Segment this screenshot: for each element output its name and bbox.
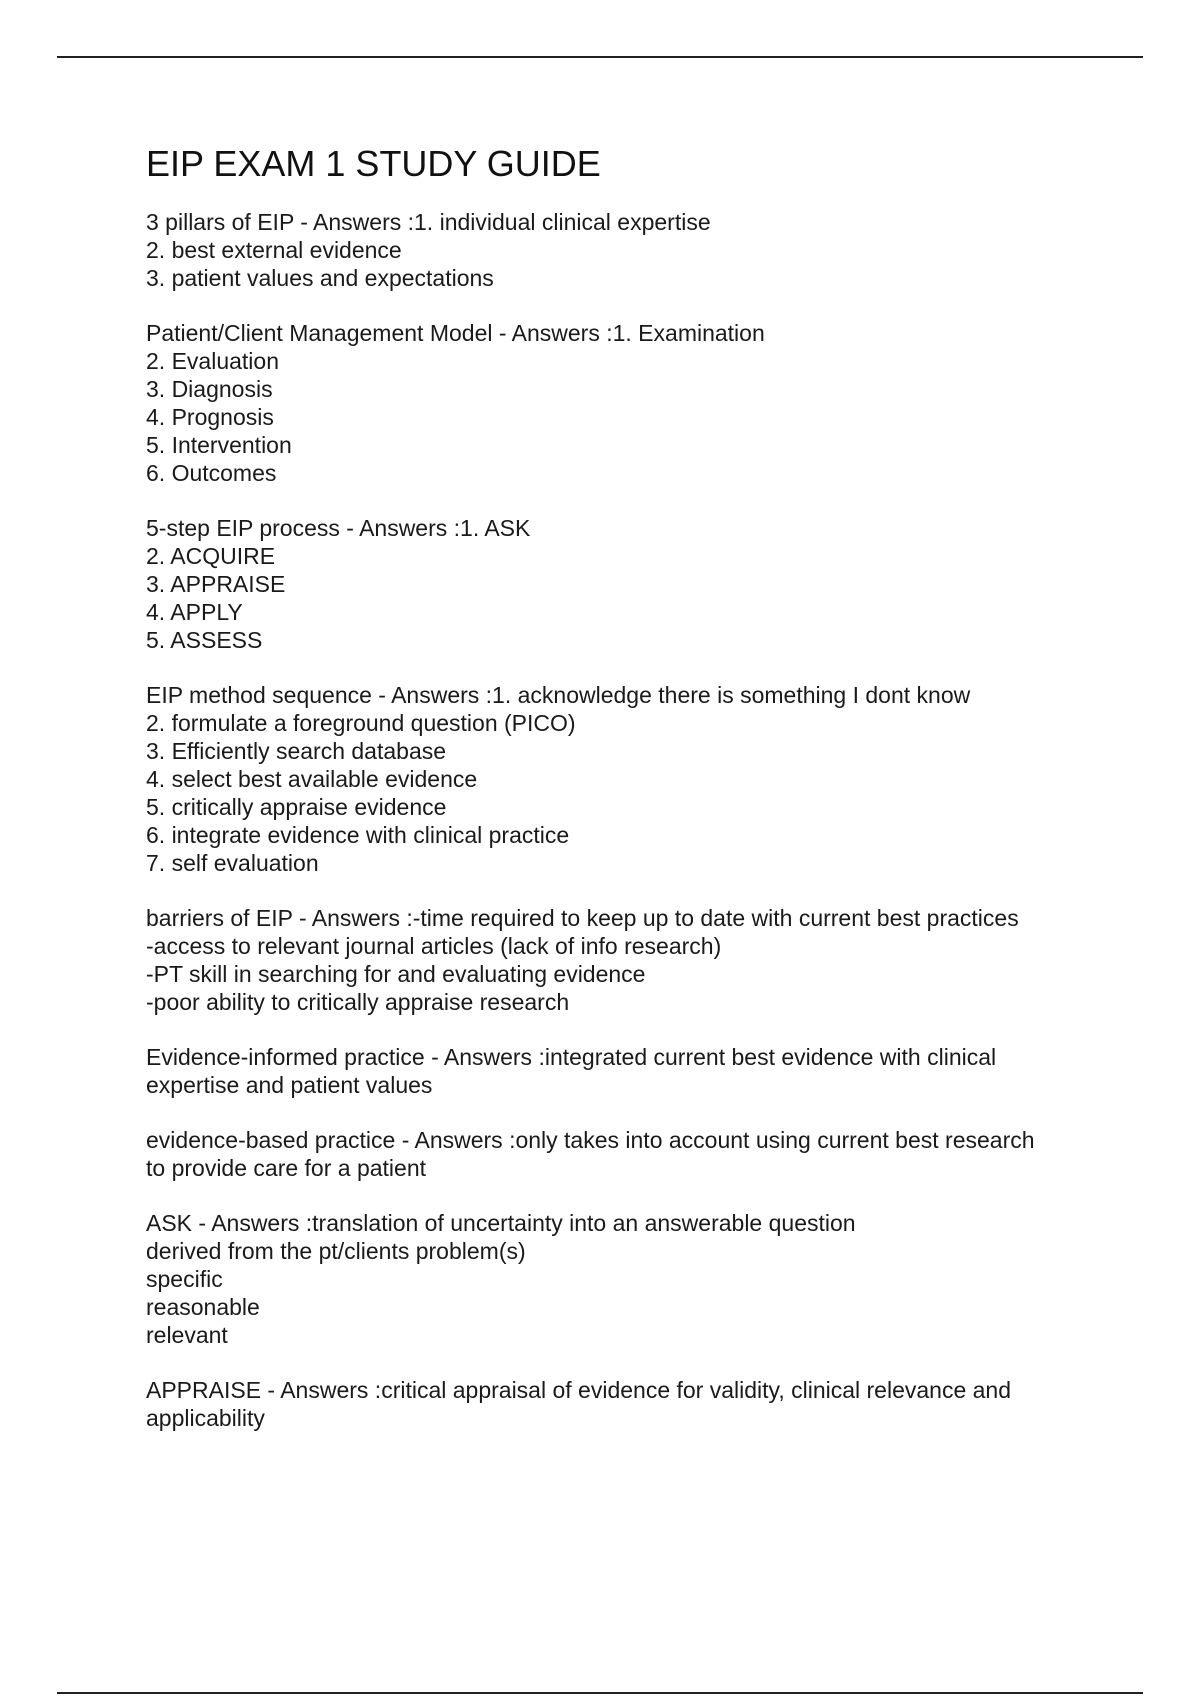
qa-answer-line: 6. Outcomes (146, 460, 277, 486)
qa-answer-line: 4. APPLY (146, 599, 243, 625)
document-body (146, 140, 1106, 1459)
qa-answer-line: 3. APPRAISE (146, 571, 286, 597)
qa-answer-line: 5. Intervention (146, 432, 292, 458)
qa-answer-line: expertise and patient values (146, 1072, 433, 1098)
qa-question-line: Patient/Client Management Model - Answers :1. Examination (146, 320, 765, 346)
qa-entry (146, 681, 1106, 877)
qa-question-line: 5-step EIP process - Answers :1. ASK (146, 515, 531, 541)
qa-entry (146, 1209, 1106, 1349)
qa-entry (146, 1043, 1106, 1099)
qa-question-line: ASK - Answers :translation of uncertainty into an answerable question (146, 1210, 856, 1236)
qa-question-line: evidence-based practice - Answers :only takes into account using current best research (146, 1127, 1035, 1153)
qa-question-line: 3 pillars of EIP - Answers :1. individual clinical expertise (146, 209, 711, 235)
qa-question-line: Evidence-informed practice - Answers :integrated current best evidence with clinical (146, 1044, 997, 1070)
qa-list (146, 208, 1106, 1432)
qa-question-line: APPRAISE - Answers :critical appraisal of evidence for validity, clinical relevance and (146, 1377, 1012, 1403)
qa-answer-line: 5. critically appraise evidence (146, 794, 447, 820)
page-title: EIP EXAM 1 STUDY GUIDE (146, 143, 601, 184)
bottom-divider (57, 1692, 1143, 1694)
qa-answer-line: 2. Evaluation (146, 348, 279, 374)
qa-entry (146, 1126, 1106, 1182)
qa-answer-line: 3. Diagnosis (146, 376, 273, 402)
qa-answer-line: -access to relevant journal articles (lack of info research) (146, 933, 722, 959)
qa-answer-line: applicability (146, 1405, 265, 1431)
qa-question-line: barriers of EIP - Answers :-time required to keep up to date with current best practices (146, 905, 1019, 931)
qa-answer-line: 2. best external evidence (146, 237, 402, 263)
qa-entry (146, 514, 1106, 654)
qa-answer-line: 3. Efficiently search database (146, 738, 447, 764)
top-divider (57, 56, 1143, 58)
qa-question-line: EIP method sequence - Answers :1. acknowledge there is something I dont know (146, 682, 971, 708)
qa-answer-line: to provide care for a patient (146, 1155, 426, 1181)
qa-answer-line: relevant (146, 1322, 228, 1348)
qa-answer-line: derived from the pt/clients problem(s) (146, 1238, 526, 1264)
qa-entry (146, 904, 1106, 1016)
qa-answer-line: 2. ACQUIRE (146, 543, 276, 569)
qa-answer-line: -poor ability to critically appraise research (146, 989, 570, 1015)
qa-answer-line: 3. patient values and expectations (146, 265, 494, 291)
qa-answer-line: 2. formulate a foreground question (PICO) (146, 710, 576, 736)
qa-answer-line: 5. ASSESS (146, 627, 263, 653)
qa-answer-line: -PT skill in searching for and evaluating evidence (146, 961, 646, 987)
qa-answer-line: 4. select best available evidence (146, 766, 478, 792)
qa-answer-line: specific (146, 1266, 223, 1292)
qa-answer-line: reasonable (146, 1294, 260, 1320)
qa-entry (146, 208, 1106, 292)
qa-answer-line: 7. self evaluation (146, 850, 319, 876)
qa-entry (146, 1376, 1106, 1432)
qa-answer-line: 6. integrate evidence with clinical practice (146, 822, 570, 848)
qa-entry (146, 319, 1106, 487)
qa-answer-line: 4. Prognosis (146, 404, 274, 430)
